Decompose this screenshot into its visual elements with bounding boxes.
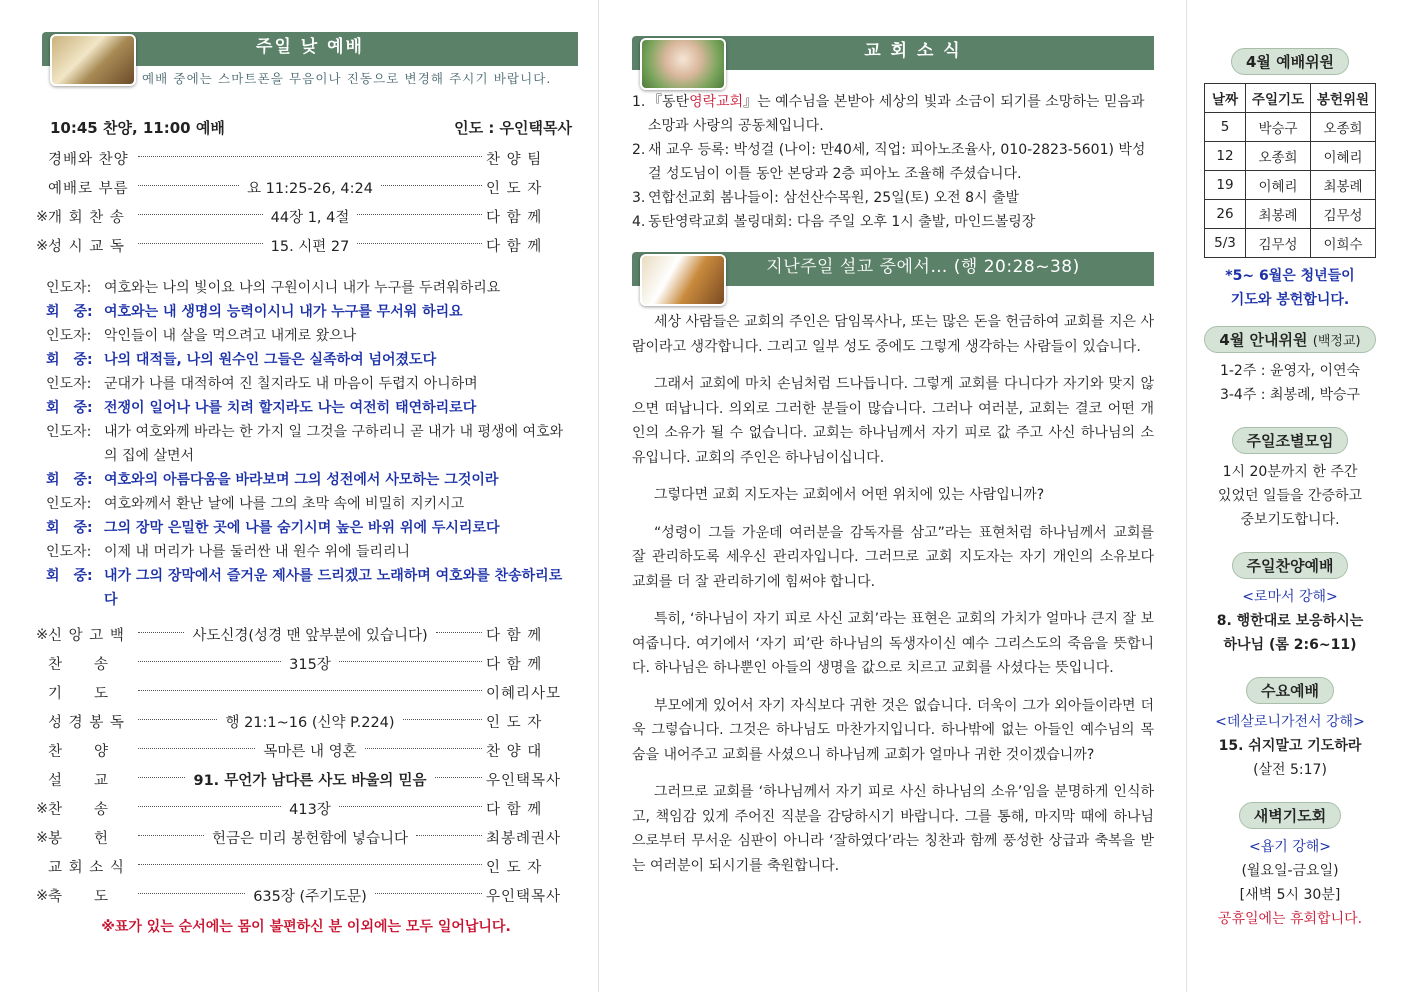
order-row [36, 707, 572, 736]
reading-text: 나의 대적들, 나의 원수인 그들은 실족하여 넘어졌도다 [104, 352, 437, 368]
order-leader-dots [134, 711, 486, 732]
order-person: 인 도 자 [486, 181, 543, 197]
order-row [36, 231, 572, 260]
news-text: 새 교우 등록: 박성걸 (나이: 만40세, 직업: 피아노조율사, 010-2823-5601) 박성걸 성도님이 이틀 동안 본당과 2층 피아노 조율해 주셨습니다. [648, 142, 1146, 182]
news-body [648, 186, 1019, 210]
news-number: 2. [632, 142, 646, 158]
guide-subtitle: (백정교) [1312, 334, 1361, 349]
standing-mark: ※ [36, 887, 49, 904]
duty-row [1205, 142, 1376, 171]
duty-table [1204, 83, 1376, 258]
sidebar-column [1200, 48, 1380, 951]
news-item [632, 186, 1154, 210]
dot-leader [138, 864, 482, 865]
congregation-line [46, 516, 572, 540]
order-row [36, 173, 572, 202]
order-row [36, 202, 572, 231]
dawn-section [1200, 802, 1380, 931]
news-body [648, 138, 1154, 186]
news-title: 교 회 소 식 [864, 41, 962, 61]
sermon-title: 지난주일 설교 중에서… (행 20:28~38) [766, 257, 1080, 277]
guide-line-1: 1-2주 : 윤영자, 이연숙 [1219, 363, 1361, 379]
order-leader-dots [134, 235, 486, 256]
service-time: 10:45 찬양, 11:00 예배 [50, 119, 225, 137]
order-row [36, 794, 572, 823]
wednesday-title: 수요예배 [1246, 677, 1334, 704]
order-row [36, 852, 572, 881]
phone-silence-notice: 예배 중에는 스마트폰을 무음이나 진동으로 변경해 주시기 바랍니다. [142, 71, 552, 86]
column-divider-right [1186, 0, 1187, 992]
duty-header: 날짜 [1205, 84, 1246, 113]
wednesday-line-2: (살전 5:17) [1253, 762, 1327, 778]
speaker-label: 인도자: [46, 496, 92, 512]
dot-leader [357, 243, 482, 244]
news-item [632, 138, 1154, 186]
order-row [36, 765, 572, 794]
sermon-paragraph: “성령이 그들 가운데 여러분을 감독자를 삼고”라는 표현처럼 하나님께서 교회를 잘 관리하도록 세우신 관리자입니다. 그러므로 교회 지도자는 자기 개인의 소유보다 교회를 더 잘 관리하기에 힘써야 합니다. [632, 524, 1154, 590]
sermon-paragraph: 세상 사람들은 교회의 주인은 담임목사나, 또는 많은 돈을 헌금하여 교회를 지은 사람이라고 생각합니다. 그리고 일부 성도 중에도 그렇게 생각하는 사람들이 있습니다. [632, 314, 1154, 355]
order-person: 찬 양 대 [486, 744, 543, 760]
reading-text: 내가 그의 장막에서 즐거운 제사를 드리겠고 노래하며 여호와를 찬송하리로다 [104, 568, 563, 608]
guide-section [1200, 326, 1380, 407]
dot-leader [138, 893, 245, 894]
congregation-line [46, 348, 572, 372]
dot-leader [138, 214, 263, 215]
order-person: 최봉례권사 [486, 831, 562, 847]
duty-header: 주일기도 [1246, 84, 1311, 113]
duty-cell: 김무성 [1246, 229, 1311, 258]
dot-leader [339, 806, 482, 807]
order-label: 찬 양 [48, 744, 110, 760]
order-row [36, 823, 572, 852]
duty-cell: 19 [1205, 171, 1246, 200]
service-leader: 인도 : 우인택목사 [454, 119, 572, 137]
speaker-label: 회 중: [46, 472, 93, 488]
speaker-label: 회 중: [46, 400, 93, 416]
sermon-paragraph: 그러므로 교회를 ‘하나님께서 자기 피로 사신 하나님의 소유’임을 분명하게 인식하고, 책임감 있게 주어진 직분을 감당하시기 바랍니다. 그를 통해, 마지막 때에 하나님으로부터 무서운 심판이 아니라 ‘잘하였다’라는 칭찬과 함께 풍성한 상급과 축복을 받는 여러분이 되시기를 축원합니다. [632, 784, 1154, 874]
order-label: 성 경 봉 독 [48, 715, 125, 731]
praise-line-2: 하나님 (롬 2:6~11) [1223, 637, 1357, 653]
dot-leader [416, 835, 482, 836]
dot-leader [357, 214, 482, 215]
order-leader-dots [134, 827, 486, 848]
order-person: 우인택목사 [486, 889, 562, 905]
speaker-label: 인도자: [46, 280, 92, 296]
duty-header: 봉헌위원 [1311, 84, 1376, 113]
news-body [648, 210, 1035, 234]
wednesday-line-1: 15. 쉬지말고 기도하라 [1218, 738, 1362, 754]
dot-leader [436, 632, 482, 633]
dot-leader [381, 185, 482, 186]
news-number: 3. [632, 190, 646, 206]
duty-cell: 이희수 [1311, 229, 1376, 258]
guide-title: 4월 안내위원 [1219, 331, 1308, 349]
order-label: 예배로 부름 [48, 181, 129, 197]
order-leader-dots [134, 740, 486, 761]
order-person: 찬 양 팀 [486, 152, 543, 168]
order-detail: 635장 (주기도문) [249, 885, 371, 906]
dot-leader [339, 661, 482, 662]
praise-section [1200, 552, 1380, 657]
order-label: 경배와 찬양 [48, 152, 129, 168]
dawn-series: <욥기 강해> [1248, 839, 1331, 855]
duty-title: 4월 예배위원 [1231, 48, 1349, 75]
order-detail: 요 11:25-26, 4:24 [243, 177, 377, 198]
order-label: 찬 송 [48, 657, 110, 673]
worship-order-column [32, 32, 580, 936]
news-banner [632, 36, 1154, 70]
speaker-label: 인도자: [46, 544, 92, 560]
praise-title: 주일찬양예배 [1232, 552, 1349, 579]
dot-leader [138, 748, 255, 749]
sermon-paragraph: 그래서 교회에 마치 손님처럼 드나듭니다. 그렇게 교회를 다니다가 자기와 맞지 않으면 떠납니다. 의외로 그러한 분들이 많습니다. 그러나 여러분, 교회는 결코 어떤 개인의 소유가 될 수 없습니다. 교회는 하나님께서 자기 피로 값 주고 사신 하나님의 소유입니다. 교회의 주인은 하나님이십니다. [632, 376, 1154, 466]
order-person: 다 함 께 [486, 657, 543, 673]
duty-row [1205, 229, 1376, 258]
congregation-line [46, 468, 572, 492]
dot-leader [403, 719, 482, 720]
order-list-1 [32, 144, 580, 260]
leader-line [46, 372, 572, 396]
order-row [36, 620, 572, 649]
praise-series: <로마서 강해> [1242, 589, 1338, 605]
sermon-paragraph: 그렇다면 교회 지도자는 교회에서 어떤 위치에 있는 사람입니까? [654, 487, 1045, 503]
dawn-title: 새벽기도회 [1239, 802, 1341, 829]
order-label: 찬 송 [48, 802, 110, 818]
standing-mark: ※ [36, 800, 49, 817]
dot-leader [138, 690, 482, 691]
standing-note: ※표가 있는 순서에는 몸이 불편하신 분 이외에는 모두 일어납니다. [101, 919, 511, 935]
order-list-2 [32, 620, 580, 910]
speaker-label: 회 중: [46, 568, 93, 584]
order-person: 인 도 자 [486, 715, 543, 731]
order-label: 설 교 [48, 773, 110, 789]
duty-cell: 이혜리 [1246, 171, 1311, 200]
dot-leader [138, 156, 482, 157]
group-line-2: 있었던 일들을 간증하고 [1217, 488, 1363, 504]
order-label: 축 도 [48, 889, 110, 905]
sermon-paragraph: 특히, ‘하나님이 자기 피로 사신 교회’라는 표현은 교회의 가치가 얼마나 큰지 잘 보여줍니다. 여기에서 ‘자기 피’란 하나님의 독생자이신 예수 그리스도의 죽음을 뜻합니다. 하나님은 하나뿐인 아들의 생명을 값으로 치르고 교회를 사셨다는 뜻입니다. [632, 611, 1154, 676]
reading-text: 내가 여호와께 바라는 한 가지 일 그것을 구하리니 곧 내가 내 평생에 여호와의 집에 살면서 [104, 424, 564, 464]
sermon-paragraph: 부모에게 있어서 자기 자식보다 귀한 것은 없습니다. 더욱이 그가 외아들이라면 더욱 그렇습니다. 그것은 하나님도 마찬가지입니다. 하나밖에 없는 아들인 예수님의 목숨을 내어주고 교회를 사셨으니 하나님께 교회가 얼마나 귀한 것이겠습니까? [632, 697, 1154, 763]
worship-title: 주일 낮 예배 [256, 37, 364, 57]
news-text: 』는 예수님을 본받아 세상의 빛과 소금이 되기를 소망하는 믿음과 소망과 사랑의 공동체입니다. [648, 94, 1145, 134]
reading-text: 여호와의 아름다움을 바라보며 그의 성전에서 사모하는 그것이라 [104, 472, 499, 488]
duty-row [1205, 113, 1376, 142]
order-detail: 413장 [285, 798, 335, 819]
leader-line [46, 276, 572, 300]
speaker-label: 회 중: [46, 304, 93, 320]
duty-cell: 최봉례 [1246, 200, 1311, 229]
reading-text: 그의 장막 은밀한 곳에 나를 숨기시며 높은 바위 위에 두시리로다 [104, 520, 500, 536]
order-row [36, 736, 572, 765]
order-person: 다 함 께 [486, 239, 543, 255]
order-person: 이혜리사모 [486, 686, 562, 702]
order-detail: 행 21:1~16 (신약 P.224) [221, 711, 398, 732]
duty-cell: 박승구 [1246, 113, 1311, 142]
duty-cell: 오종희 [1311, 113, 1376, 142]
order-person: 다 함 께 [486, 802, 543, 818]
praise-line-1: 8. 행한대로 보응하시는 [1216, 613, 1364, 629]
dawn-line-1: (월요일-금요일) [1241, 863, 1339, 879]
news-text: 연합선교회 봄나들이: 삼선산수목원, 25일(토) 오전 8시 출발 [648, 190, 1020, 206]
duty-cell: 5 [1205, 113, 1246, 142]
order-detail: 사도신경(성경 맨 앞부분에 있습니다) [188, 624, 431, 645]
standing-mark: ※ [36, 237, 49, 254]
news-prefix: 『동탄 [648, 94, 690, 110]
dot-leader [138, 835, 204, 836]
order-leader-dots [134, 798, 486, 819]
order-row [36, 678, 572, 707]
sermon-text [632, 310, 1154, 878]
news-item [632, 90, 1154, 138]
news-number: 4. [632, 214, 646, 230]
dot-leader [365, 748, 482, 749]
duty-note-2: 기도와 봉헌합니다. [1230, 292, 1350, 308]
news-number: 1. [632, 94, 646, 110]
duty-cell: 김무성 [1311, 200, 1376, 229]
dot-leader [138, 661, 281, 662]
duty-cell: 26 [1205, 200, 1246, 229]
dot-leader [138, 632, 184, 633]
order-detail: 헌금은 미리 봉헌함에 넣습니다 [208, 827, 412, 848]
reading-text: 전쟁이 일어나 나를 치려 할지라도 나는 여전히 태연하리로다 [104, 400, 477, 416]
leader-line [46, 492, 572, 516]
order-row [36, 881, 572, 910]
speaker-label: 인도자: [46, 328, 92, 344]
order-row [36, 144, 572, 173]
reading-text: 여호와는 나의 빛이요 나의 구원이시니 내가 누구를 두려워하리요 [104, 280, 501, 296]
standing-mark: ※ [36, 626, 49, 643]
order-person: 다 함 께 [486, 628, 543, 644]
group-line-3: 중보기도합니다. [1240, 512, 1340, 528]
duty-cell: 최봉례 [1311, 171, 1376, 200]
order-label: 개 회 찬 송 [48, 210, 125, 226]
duty-note-1: *5~ 6월은 청년들이 [1225, 268, 1355, 284]
duty-row [1205, 200, 1376, 229]
duty-cell: 오종희 [1246, 142, 1311, 171]
order-label: 성 시 교 독 [48, 239, 125, 255]
duty-row [1205, 171, 1376, 200]
order-person: 다 함 께 [486, 210, 543, 226]
speaker-label: 인도자: [46, 376, 92, 392]
standing-mark: ※ [36, 829, 49, 846]
wednesday-series: <데살로니가전서 강해> [1215, 714, 1365, 730]
order-leader-dots [134, 206, 486, 227]
guide-line-2: 3-4주 : 최봉례, 박승구 [1219, 387, 1361, 403]
duty-section [1200, 48, 1380, 312]
leader-line [46, 324, 572, 348]
reading-text: 군대가 나를 대적하여 진 칠지라도 내 마음이 두렵지 아니하며 [104, 376, 478, 392]
order-label: 교 회 소 식 [48, 860, 125, 876]
duty-header-row [1205, 84, 1376, 113]
church-name: 영락교회 [689, 94, 744, 110]
duty-cell: 12 [1205, 142, 1246, 171]
dot-leader [138, 185, 239, 186]
order-label: 신 앙 고 백 [48, 628, 125, 644]
dot-leader [375, 893, 482, 894]
leader-line [46, 540, 572, 564]
dot-leader [138, 243, 263, 244]
order-detail: 44장 1, 4절 [267, 206, 354, 227]
dot-leader [138, 777, 185, 778]
congregation-line [46, 396, 572, 420]
order-detail: 91. 무언가 남다른 사도 바울의 믿음 [189, 769, 430, 790]
speaker-label: 회 중: [46, 352, 93, 368]
news-item [632, 210, 1154, 234]
order-person: 인 도 자 [486, 860, 543, 876]
dot-leader [138, 719, 217, 720]
dawn-line-2: [새벽 5시 30분] [1239, 887, 1341, 903]
order-label: 봉 헌 [48, 831, 110, 847]
speaker-label: 인도자: [46, 424, 92, 440]
group-title: 주일조별모임 [1232, 427, 1349, 454]
responsive-reading [46, 276, 572, 612]
dot-leader [138, 806, 281, 807]
order-leader-dots [134, 158, 486, 159]
order-leader-dots [134, 769, 486, 790]
group-line-1: 1시 20분까지 한 주간 [1222, 464, 1358, 480]
service-time-row [50, 117, 572, 138]
order-detail: 315장 [285, 653, 335, 674]
order-leader-dots [134, 885, 486, 906]
reading-text: 이제 내 머리가 나를 둘러싼 내 원수 위에 들리리니 [104, 544, 411, 560]
news-body [648, 90, 1154, 138]
reading-text: 악인들이 내 살을 먹으려고 내게로 왔으나 [104, 328, 357, 344]
order-leader-dots [134, 624, 486, 645]
guide-title-badge [1204, 326, 1375, 353]
column-divider-left [598, 0, 599, 992]
order-person: 우인택목사 [486, 773, 562, 789]
order-leader-dots [134, 692, 486, 693]
duty-cell: 이혜리 [1311, 142, 1376, 171]
worship-banner [42, 32, 578, 66]
sermon-banner [632, 252, 1154, 286]
wednesday-section [1200, 677, 1380, 782]
dawn-note: 공휴일에는 휴회합니다. [1217, 911, 1363, 927]
group-section [1200, 427, 1380, 532]
order-leader-dots [134, 177, 486, 198]
news-list [632, 90, 1154, 234]
order-leader-dots [134, 653, 486, 674]
order-detail: 15. 시편 27 [267, 235, 354, 256]
congregation-line [46, 300, 572, 324]
leader-line [46, 420, 572, 468]
reading-text: 여호와께서 환난 날에 나를 그의 초막 속에 비밀히 지키시고 [104, 496, 465, 512]
order-row [36, 649, 572, 678]
order-label: 기 도 [48, 686, 110, 702]
duty-cell: 5/3 [1205, 229, 1246, 258]
order-leader-dots [134, 866, 486, 867]
reading-text: 여호와는 내 생명의 능력이시니 내가 누구를 무서워 하리요 [104, 304, 463, 320]
dot-leader [435, 777, 482, 778]
news-text: 동탄영락교회 볼링대회: 다음 주일 오후 1시 출발, 마인드볼링장 [648, 214, 1036, 230]
congregation-line [46, 564, 572, 612]
standing-mark: ※ [36, 208, 49, 225]
order-detail: 목마른 내 영혼 [259, 740, 360, 761]
news-column [632, 36, 1154, 891]
speaker-label: 회 중: [46, 520, 93, 536]
